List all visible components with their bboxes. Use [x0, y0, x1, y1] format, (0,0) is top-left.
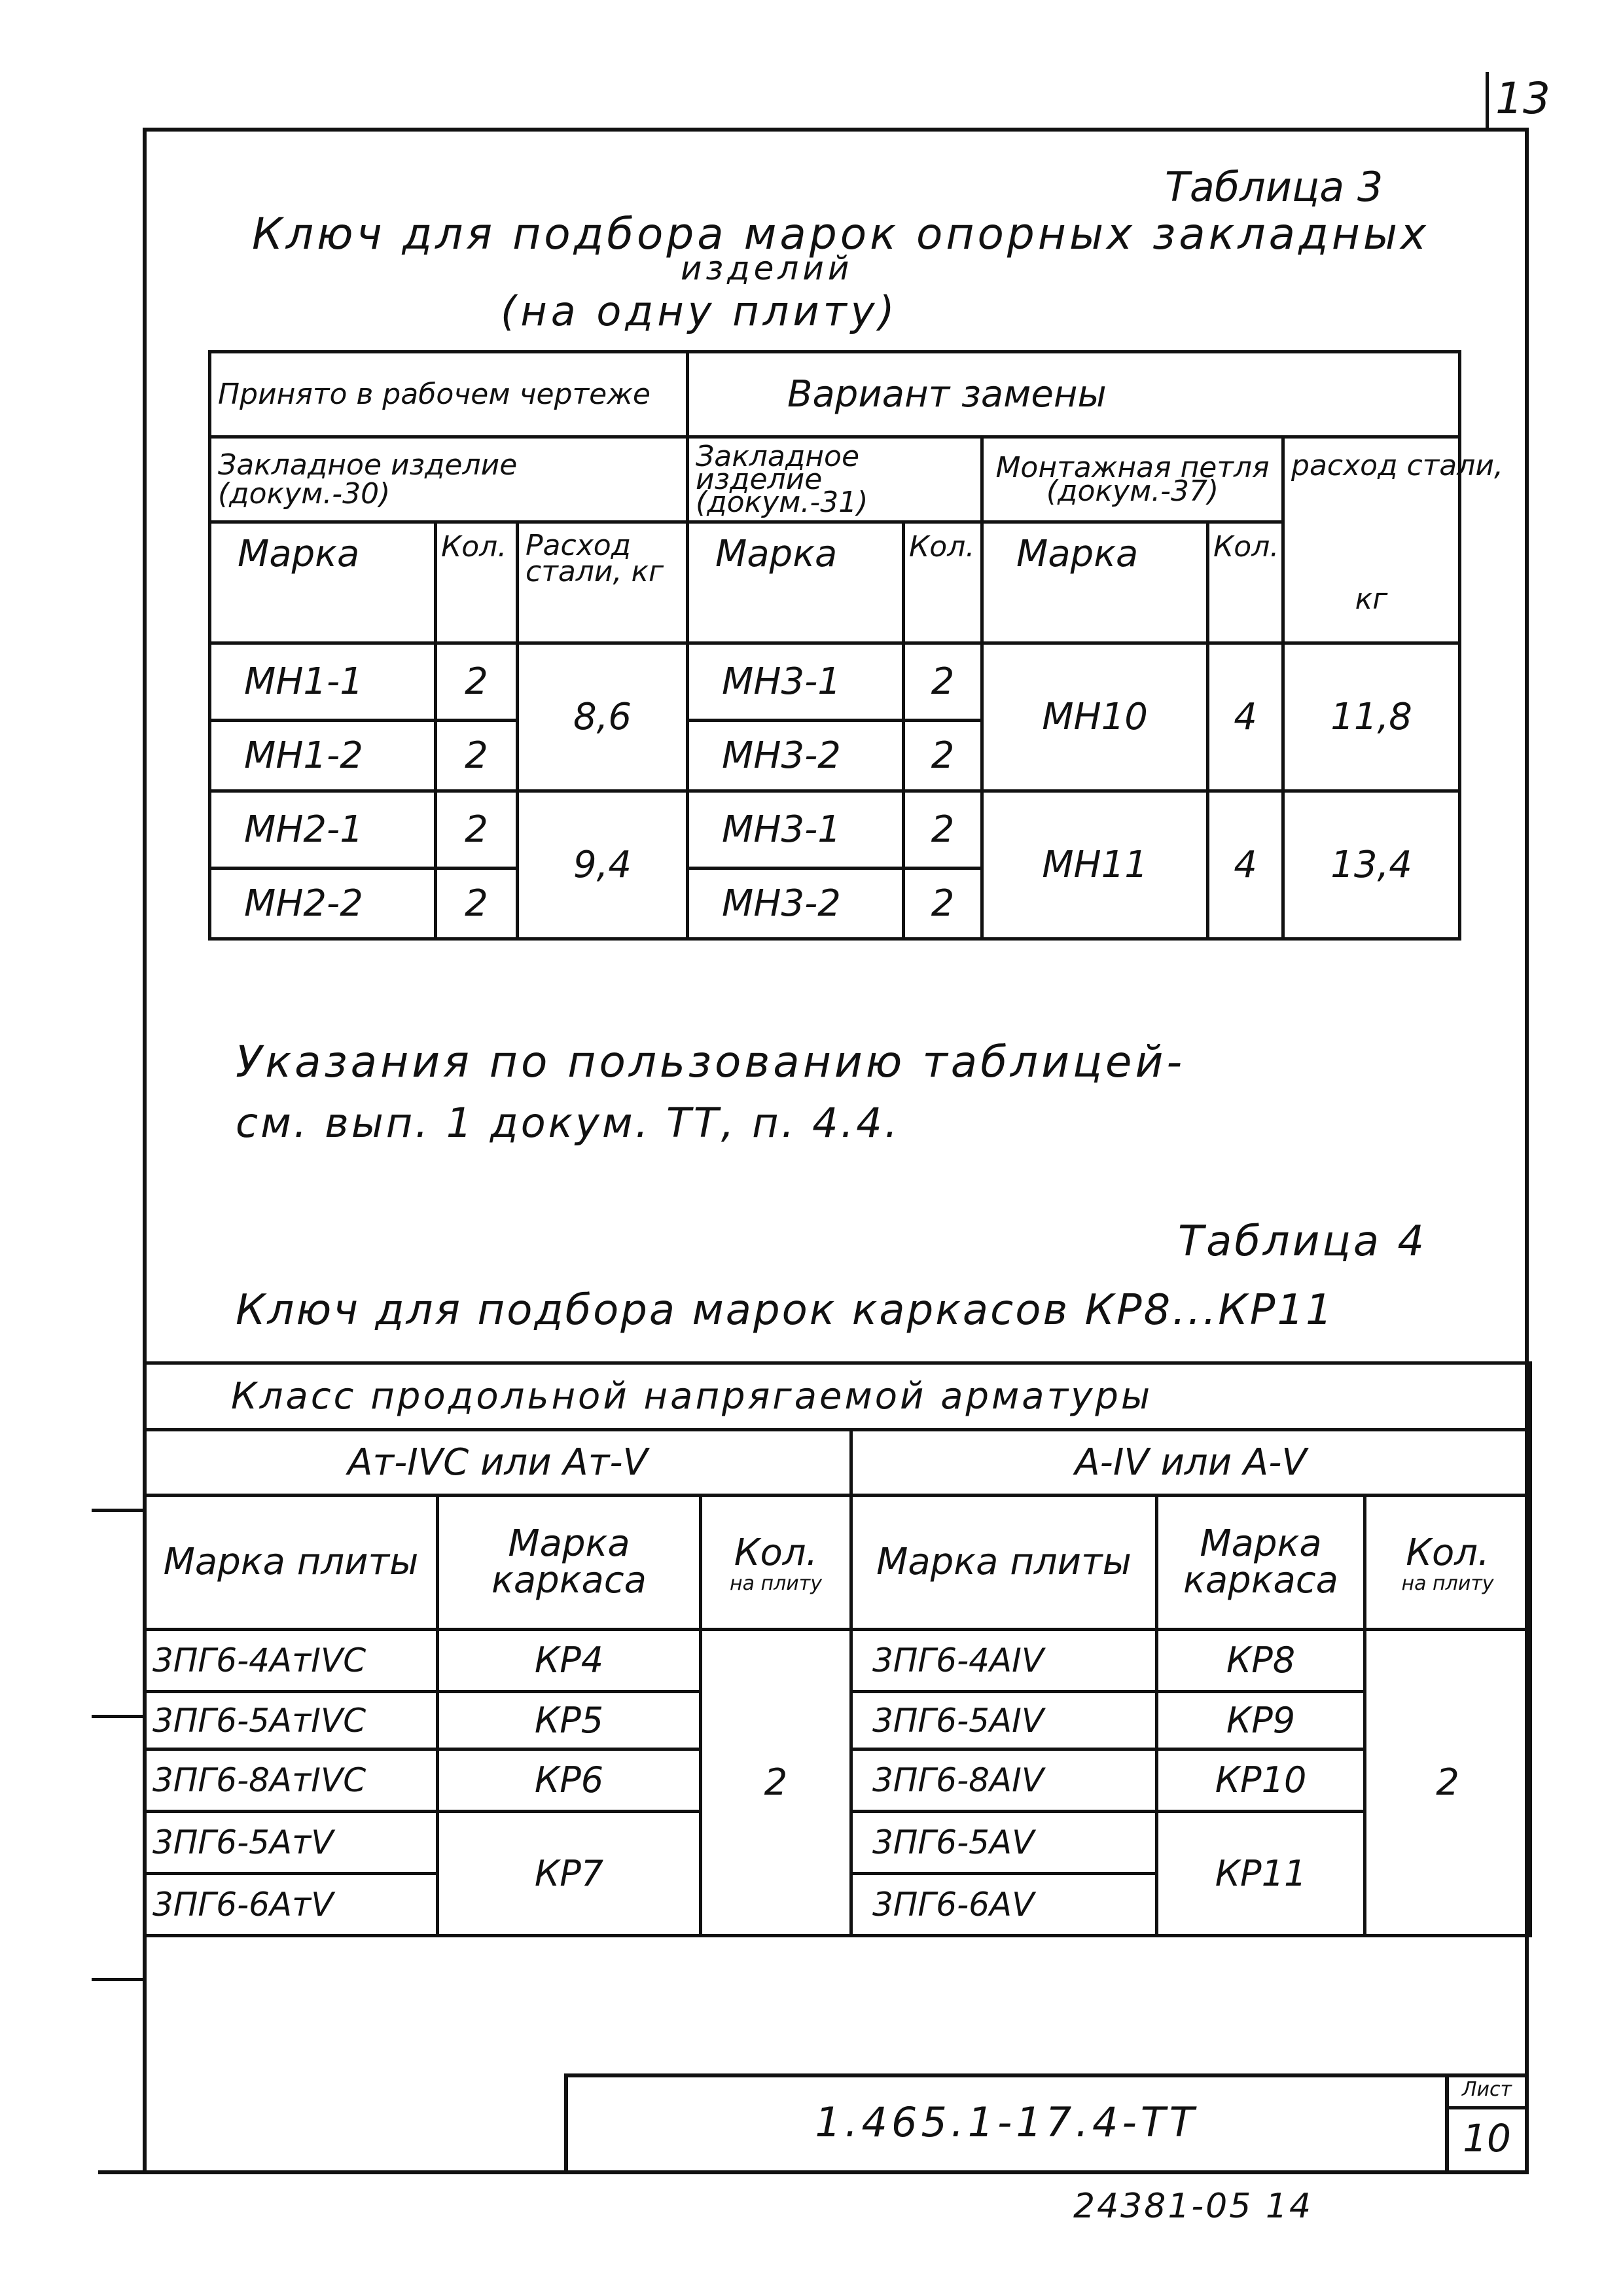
right-frame: КР8 — [1157, 1630, 1365, 1692]
row-loop-qty: 4 — [1208, 791, 1283, 939]
row-loop-mark: МН11 — [982, 791, 1208, 939]
left-frame: КР6 — [438, 1749, 701, 1812]
col-frame-left: Марка каркаса — [438, 1496, 701, 1630]
table3 — [208, 350, 1503, 941]
left-frame: КР4 — [438, 1630, 701, 1692]
table4-title: Ключ для подбора марок каркасов КР8...КР11 — [236, 1286, 1334, 1335]
row-mark: МН2-1 — [210, 791, 436, 869]
right-plate: 3ПГ6-4АIV — [851, 1630, 1157, 1692]
row-repl-mark: МН3-1 — [688, 643, 904, 721]
row-total-steel: 13,4 — [1283, 791, 1460, 939]
stamp-top-border — [564, 2073, 1529, 2077]
page-number-mark — [1486, 72, 1489, 131]
row-repl-mark: МН3-2 — [688, 869, 904, 939]
stamp-sheet-split — [1445, 2106, 1529, 2109]
right-plate: 3ПГ6-6АV — [851, 1874, 1157, 1936]
left-plate: 3ПГ6-5АтV — [145, 1812, 438, 1874]
table3-title-line2: изделий — [681, 249, 853, 287]
left-plate: 3ПГ6-6АтV — [145, 1874, 438, 1936]
table3-title-line3: (на одну плиту) — [501, 287, 899, 335]
note-line1: Указания по пользованию таблицей- — [236, 1037, 1186, 1087]
frame-top-border — [143, 128, 1529, 132]
row-qty: 2 — [436, 791, 518, 869]
right-frame: КР10 — [1157, 1749, 1365, 1812]
header-qty-2: Кол. — [904, 522, 982, 643]
row-repl-qty: 2 — [904, 721, 982, 791]
col-qty-right: Кол. на плиту — [1365, 1496, 1531, 1630]
page-number: 13 — [1495, 73, 1550, 124]
row-repl-qty: 2 — [904, 643, 982, 721]
table3-number-label: Таблица 3 — [1165, 163, 1383, 211]
header-steel-kg: Расход стали, кг — [518, 522, 688, 643]
row-loop-mark: МН10 — [982, 643, 1208, 791]
left-frame: КР5 — [438, 1692, 701, 1749]
right-frame: КР11 — [1157, 1812, 1365, 1936]
margin-tick-3 — [92, 1978, 145, 1981]
left-plate: 3ПГ6-4АтIVС — [145, 1630, 438, 1692]
header-qty: Кол. — [436, 522, 518, 643]
right-frame: КР9 — [1157, 1692, 1365, 1749]
row-mark: МН1-1 — [210, 643, 436, 721]
header-embedded-30: Закладное изделие (докум.-30) — [210, 437, 688, 522]
header-qty-3: Кол. — [1208, 522, 1283, 643]
col-plate-right: Марка плиты — [851, 1496, 1157, 1630]
table4-number-label: Таблица 4 — [1178, 1217, 1427, 1266]
row-qty: 2 — [436, 869, 518, 939]
right-qty: 2 — [1365, 1630, 1531, 1936]
margin-tick-2 — [92, 1715, 145, 1718]
left-frame: КР7 — [438, 1812, 701, 1936]
row-repl-qty: 2 — [904, 791, 982, 869]
row-qty: 2 — [436, 643, 518, 721]
note-line2: см. вып. 1 докум. ТТ, п. 4.4. — [236, 1099, 901, 1147]
row-repl-qty: 2 — [904, 869, 982, 939]
col-qty-left: Кол. на плиту — [701, 1496, 851, 1630]
table3-title-line1: Ключ для подбора марок опорных закладных — [252, 209, 1430, 259]
footer-code: 24381-05 14 — [1073, 2187, 1313, 2226]
row-loop-qty: 4 — [1208, 643, 1283, 791]
left-class-header: Ат-IVС или Ат-V — [145, 1430, 851, 1496]
row-repl-mark: МН3-2 — [688, 721, 904, 791]
left-plate: 3ПГ6-8АтIVС — [145, 1749, 438, 1812]
right-class-header: А-IV или А-V — [851, 1430, 1531, 1496]
right-plate: 3ПГ6-8АIV — [851, 1749, 1157, 1812]
frame-bottom-border — [98, 2170, 1529, 2174]
row-mark: МН2-2 — [210, 869, 436, 939]
header-mark-2: Марка — [688, 522, 904, 643]
header-embedded-31: Закладное изделие (докум.-31) — [688, 437, 982, 522]
row-total-steel: 11,8 — [1283, 643, 1460, 791]
header-mark-3: Марка — [982, 522, 1208, 643]
row-mark: МН1-2 — [210, 721, 436, 791]
left-qty: 2 — [701, 1630, 851, 1936]
stamp-sheet-label: Лист — [1461, 2078, 1512, 2101]
left-plate: 3ПГ6-5АтIVС — [145, 1692, 438, 1749]
right-plate: 3ПГ6-5АV — [851, 1812, 1157, 1874]
row-steel: 8,6 — [518, 643, 688, 791]
row-steel: 9,4 — [518, 791, 688, 939]
stamp-sheet-number: 10 — [1463, 2116, 1511, 2161]
row-qty: 2 — [436, 721, 518, 791]
stamp-doc-code: 1.465.1-17.4-ТТ — [815, 2098, 1198, 2146]
table4 — [143, 1361, 1532, 1937]
header-steel-use: расход стали, кг — [1283, 437, 1460, 643]
header-variant: Вариант замены — [688, 352, 1460, 437]
header-loop-37: Монтажная петля (докум.-37) — [982, 437, 1283, 522]
header-accepted: Принято в рабочем чертеже — [210, 352, 688, 437]
class-header: Класс продольной напрягаемой арматуры — [145, 1363, 1531, 1430]
col-frame-right: Марка каркаса — [1157, 1496, 1365, 1630]
col-plate-left: Марка плиты — [145, 1496, 438, 1630]
row-repl-mark: МН3-1 — [688, 791, 904, 869]
right-plate: 3ПГ6-5АIV — [851, 1692, 1157, 1749]
header-mark: Марка — [210, 522, 436, 643]
margin-tick-1 — [92, 1509, 145, 1512]
